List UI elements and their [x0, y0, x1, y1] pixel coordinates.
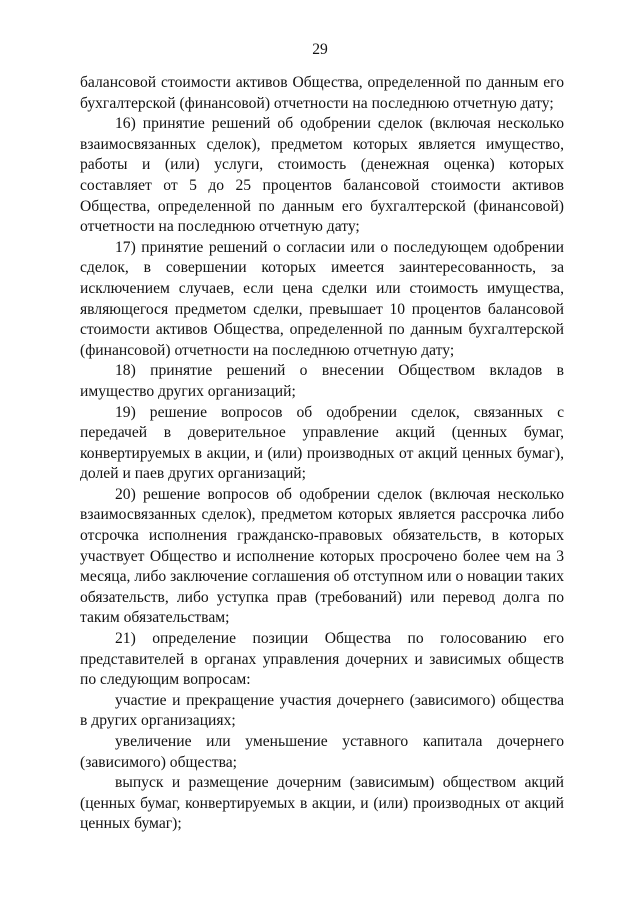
- document-body: [80, 73, 564, 835]
- paragraph-subitem-securities: выпуск и размещение дочерним (зависимым) обществом акций (ценных бумаг, конвертируемых в акции, и (или) производных от акций ценных бумаг);: [80, 774, 564, 833]
- paragraph-item-19: 19) решение вопросов об одобрении сделок, связанных с передачей в доверительное управление акций (ценных бумаг, конвертируемых в акции, и (или) производных от акций ценных бумаг), долей и паев других организаций;: [80, 403, 564, 483]
- paragraph-item-16: 16) принятие решений об одобрении сделок (включая несколько взаимосвязанных сделок), предметом которых является имущество, работы и (или) услуги, стоимость (денежная оценка) которых составляет от 5 до 25 процентов балансовой стоимости активов Общества, определенной по данным его бухгалтерской (финансовой) отчетности на последнюю отчетную дату;: [80, 115, 564, 236]
- paragraph-continuation: балансовой стоимости активов Общества, определенной по данным его бухгалтерской (финансовой) отчетности на последнюю отчетную дату;: [80, 74, 564, 112]
- page-number: 29: [312, 41, 328, 58]
- paragraph-subitem-capital: увеличение или уменьшение уставного капитала дочернего (зависимого) общества;: [80, 733, 564, 771]
- paragraph-item-20: 20) решение вопросов об одобрении сделок (включая несколько взаимосвязанных сделок), предметом которых является рассрочка либо отсрочка исполнения гражданско-правовых обязательств, в которых участвует Общество и исполнение которых просрочено более чем на 3 месяца, либо заключение соглашения об отступном или о новации таких обязательств, либо уступка прав (требований) или перевод долга по таким обязательствам;: [80, 485, 564, 627]
- paragraph-item-17: 17) принятие решений о согласии или о последующем одобрении сделок, в совершении которых имеется заинтересованность, за исключением случаев, если цена сделки или стоимость имущества, являющегося предметом сделки, превышает 10 процентов балансовой стоимости активов Общества, определенной по данным бухгалтерской (финансовой) отчетности на последнюю отчетную дату;: [80, 238, 564, 359]
- paragraph-subitem-participation: участие и прекращение участия дочернего (зависимого) общества в других организациях;: [80, 691, 564, 730]
- paragraph-item-18: 18) принятие решений о внесении Обществом вкладов в имущество других организаций;: [80, 362, 564, 400]
- paragraph-item-21: 21) определение позиции Общества по голосованию его представителей в органах управления дочерних и зависимых обществ по следующим вопросам:: [80, 630, 564, 689]
